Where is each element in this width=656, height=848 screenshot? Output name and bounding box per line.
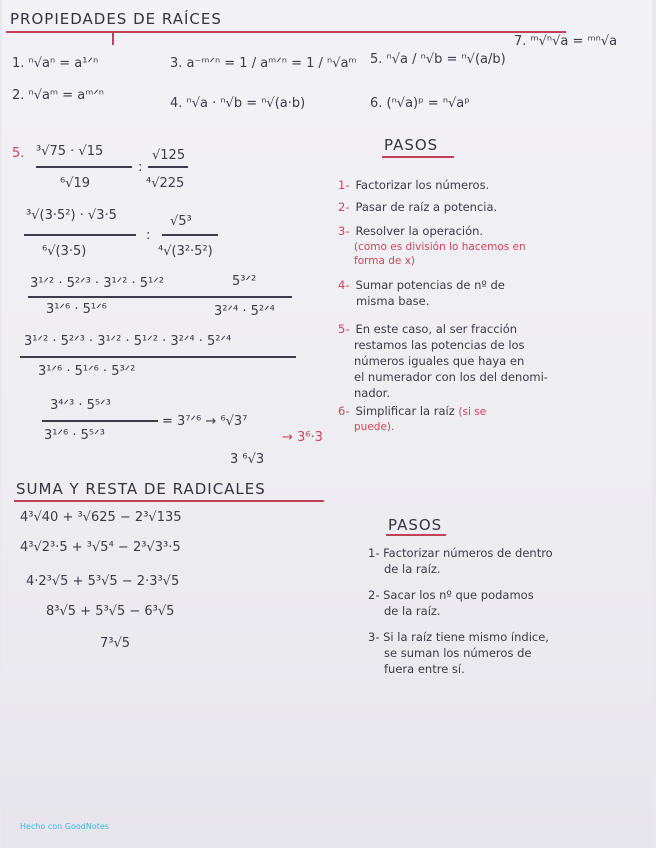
notebook-page xyxy=(2,0,652,848)
pasos-step-6 xyxy=(338,404,486,419)
step-number: 1- xyxy=(338,178,350,192)
exercise-label: 5. xyxy=(12,146,25,161)
step-6-note: (si se xyxy=(458,406,487,418)
pasos-title: PASOS xyxy=(384,136,439,154)
pasos-step-3-note: (como es división lo hacemos en xyxy=(354,241,526,253)
step-text: Simplificar la raíz xyxy=(355,404,455,418)
pasos2-step-3-c: fuera entre sí. xyxy=(384,662,465,676)
ex-l1-num: ³√75 · √15 xyxy=(36,144,104,159)
pasos-step-2 xyxy=(338,200,497,214)
pasos-step-3-note-b: forma de x) xyxy=(354,255,416,267)
pasos2-title: PASOS xyxy=(388,516,443,534)
ex-l2-div: : xyxy=(146,228,151,243)
property-1: 1. ⁿ√aⁿ = a¹ᐟⁿ xyxy=(12,56,99,71)
ex-l1-num2: √125 xyxy=(152,148,186,163)
title-tick xyxy=(112,31,114,45)
ex-l2-den2: ⁴√(3²·5²) xyxy=(158,244,213,259)
pasos-step-5 xyxy=(338,322,517,336)
pasos-step-6-note-b: puede). xyxy=(354,421,395,433)
ex-l5-num: 3⁴ᐟ³ · 5⁵ᐟ³ xyxy=(50,398,111,413)
step-text: Pasar de raíz a potencia. xyxy=(355,200,498,214)
pasos-step-4-b: misma base. xyxy=(356,294,430,308)
ex-l4-den: 3¹ᐟ⁶ · 5¹ᐟ⁶ · 5³ᐟ² xyxy=(38,364,136,379)
suma-title: SUMA Y RESTA DE RADICALES xyxy=(16,480,266,498)
property-5: 5. ⁿ√a / ⁿ√b = ⁿ√(a/b) xyxy=(370,52,506,67)
pasos2-underline xyxy=(386,534,446,536)
suma-line-1: 4³√40 + ³√625 − 2³√135 xyxy=(20,510,182,525)
suma-underline xyxy=(14,500,324,502)
step-number: 6- xyxy=(338,404,350,418)
step-number: 3- xyxy=(338,224,350,238)
fraction-bar xyxy=(36,166,132,168)
property-6: 6. (ⁿ√a)ᵖ = ⁿ√aᵖ xyxy=(370,96,470,111)
step-text: Factorizar los números. xyxy=(355,178,490,192)
property-4: 4. ⁿ√a · ⁿ√b = ⁿ√(a·b) xyxy=(170,96,306,111)
step-number: 5- xyxy=(338,322,350,336)
fraction-bar xyxy=(214,296,292,298)
property-2: 2. ⁿ√aᵐ = aᵐᐟⁿ xyxy=(12,88,104,103)
ex-l3-num: 3¹ᐟ² · 5²ᐟ³ · 3¹ᐟ² · 5¹ᐟ² xyxy=(30,276,164,291)
property-3: 3. a⁻ᵐᐟⁿ = 1 / aᵐᐟⁿ = 1 / ⁿ√aᵐ xyxy=(170,56,357,71)
fraction-bar xyxy=(148,166,188,168)
ex-l3-res-den: 3²ᐟ⁴ · 5²ᐟ⁴ xyxy=(214,304,275,319)
pasos-step-3 xyxy=(338,224,483,238)
ex-l2-num2: √5³ xyxy=(170,214,192,229)
ex-l3-res-num: 5³ᐟ² xyxy=(232,274,257,289)
pasos-underline xyxy=(382,156,454,158)
pasos2-step-1: 1- Factorizar números de dentro xyxy=(368,546,553,560)
ex-l1-den2: ⁴√225 xyxy=(146,176,185,191)
pasos2-step-3: 3- Si la raíz tiene mismo índice, xyxy=(368,630,549,644)
pasos2-step-2-b: de la raíz. xyxy=(384,604,441,618)
title-underline xyxy=(6,31,566,33)
step-text: En este caso, al ser fracción xyxy=(355,322,518,336)
ex-l2-den: ⁶√(3·5) xyxy=(42,244,87,259)
step-number: 4- xyxy=(338,278,350,292)
ex-l5-result2: → 3⁶·3 xyxy=(282,430,323,445)
pasos-step-5-e: nador. xyxy=(354,386,390,400)
ex-l1-den: ⁶√19 xyxy=(60,176,91,191)
suma-line-4: 8³√5 + 5³√5 − 6³√5 xyxy=(46,604,175,619)
fraction-bar xyxy=(28,296,218,298)
step-text: Sumar potencias de nº de xyxy=(355,278,505,292)
suma-line-5: 7³√5 xyxy=(100,636,131,651)
pasos-step-5-c: números iguales que haya en xyxy=(354,354,525,368)
suma-line-3: 4·2³√5 + 5³√5 − 2·3³√5 xyxy=(26,574,180,589)
property-7: 7. ᵐ√ⁿ√a = ᵐⁿ√a xyxy=(514,34,618,49)
pasos-step-5-b: restamos las potencias de los xyxy=(354,338,525,352)
pasos-step-5-d: el numerador con los del denomi- xyxy=(354,370,548,384)
pasos2-step-1-b: de la raíz. xyxy=(384,562,441,576)
page-title: PROPIEDADES DE RAÍCES xyxy=(10,10,222,28)
suma-line-2: 4³√2³·5 + ³√5⁴ − 2³√3³·5 xyxy=(20,540,181,555)
fraction-bar xyxy=(20,356,296,358)
fraction-bar xyxy=(162,234,218,236)
fraction-bar xyxy=(42,420,158,422)
pasos-step-4 xyxy=(338,278,505,292)
pasos-step-1 xyxy=(338,178,489,192)
ex-l5-result: = 3⁷ᐟ⁶ → ⁶√3⁷ xyxy=(162,414,248,429)
ex-l2-num: ³√(3·5²) · √3·5 xyxy=(26,208,117,223)
pasos2-step-3-b: se suman los números de xyxy=(384,646,532,660)
ex-l5-result3: 3 ⁶√3 xyxy=(230,452,265,467)
ex-l5-den: 3¹ᐟ⁶ · 5⁵ᐟ³ xyxy=(44,428,105,443)
ex-l3-den: 3¹ᐟ⁶ · 5¹ᐟ⁶ xyxy=(46,302,107,317)
ex-l4-num: 3¹ᐟ² · 5²ᐟ³ · 3¹ᐟ² · 5¹ᐟ² · 3²ᐟ⁴ · 5²ᐟ⁴ xyxy=(24,334,232,349)
fraction-bar xyxy=(24,234,136,236)
goodnotes-watermark: Hecho con GoodNotes xyxy=(20,822,109,831)
pasos2-step-2: 2- Sacar los nº que podamos xyxy=(368,588,534,602)
step-number: 2- xyxy=(338,200,350,214)
step-text: Resolver la operación. xyxy=(355,224,484,238)
ex-l1-div: : xyxy=(138,160,143,175)
